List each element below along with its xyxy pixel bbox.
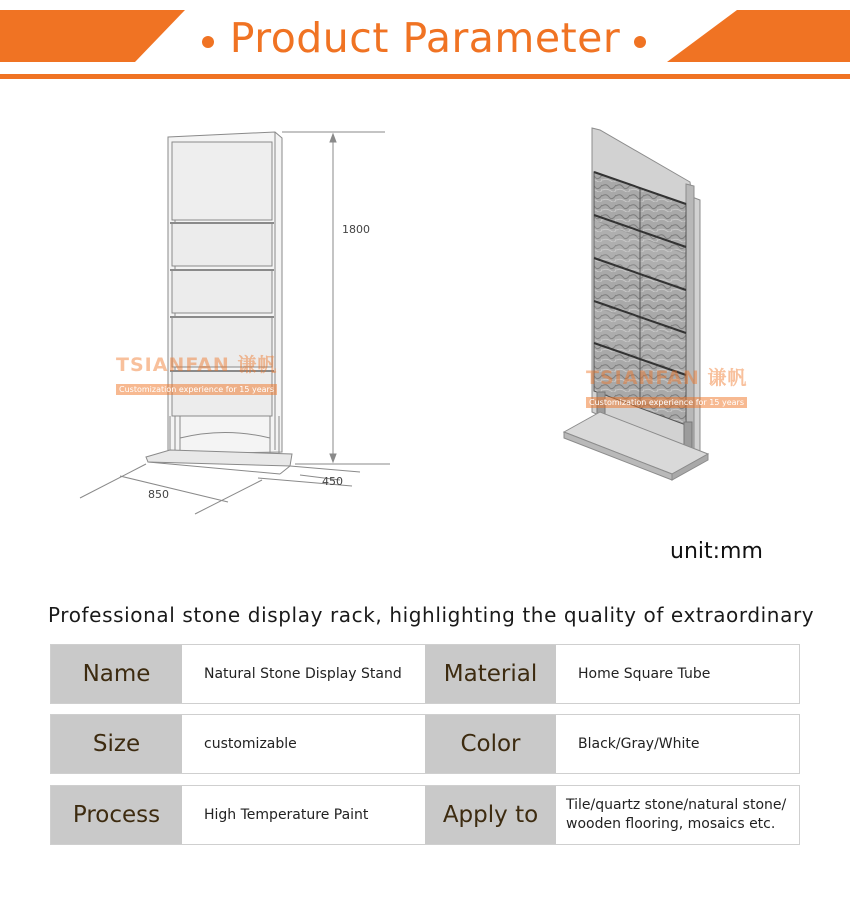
header-banner — [0, 0, 850, 82]
rack-render — [0, 82, 850, 542]
width-dimension: 850 — [148, 488, 169, 501]
unit-label: unit:mm — [670, 539, 763, 564]
watermark-brand: TSIANFAN 谦帆 — [586, 367, 748, 389]
param-label: Color — [425, 715, 556, 773]
watermark-tagline: Customization experience for 15 years — [116, 384, 277, 395]
param-label: Size — [51, 715, 182, 773]
param-label: Name — [51, 645, 182, 703]
title-dot-right — [634, 36, 646, 48]
param-value: customizable — [204, 736, 297, 752]
param-value: Black/Gray/White — [578, 736, 700, 752]
param-label: Apply to — [425, 786, 556, 844]
param-row — [50, 785, 800, 845]
page-title: Product Parameter — [229, 14, 621, 62]
param-value: Home Square Tube — [578, 666, 711, 682]
height-dimension: 1800 — [342, 223, 370, 236]
param-value-line-2: wooden flooring, mosaics etc. — [566, 816, 776, 832]
watermark-brand: TSIANFAN 谦帆 — [116, 354, 278, 376]
product-drawing-area — [0, 82, 850, 542]
param-value: High Temperature Paint — [204, 807, 369, 823]
product-subtitle: Professional stone display rack, highlighting the quality of extraordinary — [48, 603, 815, 627]
depth-dimension: 450 — [322, 475, 343, 488]
param-row — [50, 714, 800, 774]
watermark-tagline: Customization experience for 15 years — [586, 397, 747, 408]
watermark-right — [586, 363, 747, 409]
param-label: Process — [51, 786, 182, 844]
param-label: Material — [425, 645, 556, 703]
param-row — [50, 644, 800, 704]
param-value-multiline — [556, 786, 799, 844]
param-value: Natural Stone Display Stand — [204, 666, 402, 682]
watermark-left — [116, 350, 277, 396]
param-value-line-1: Tile/quartz stone/natural stone/ — [566, 797, 787, 813]
